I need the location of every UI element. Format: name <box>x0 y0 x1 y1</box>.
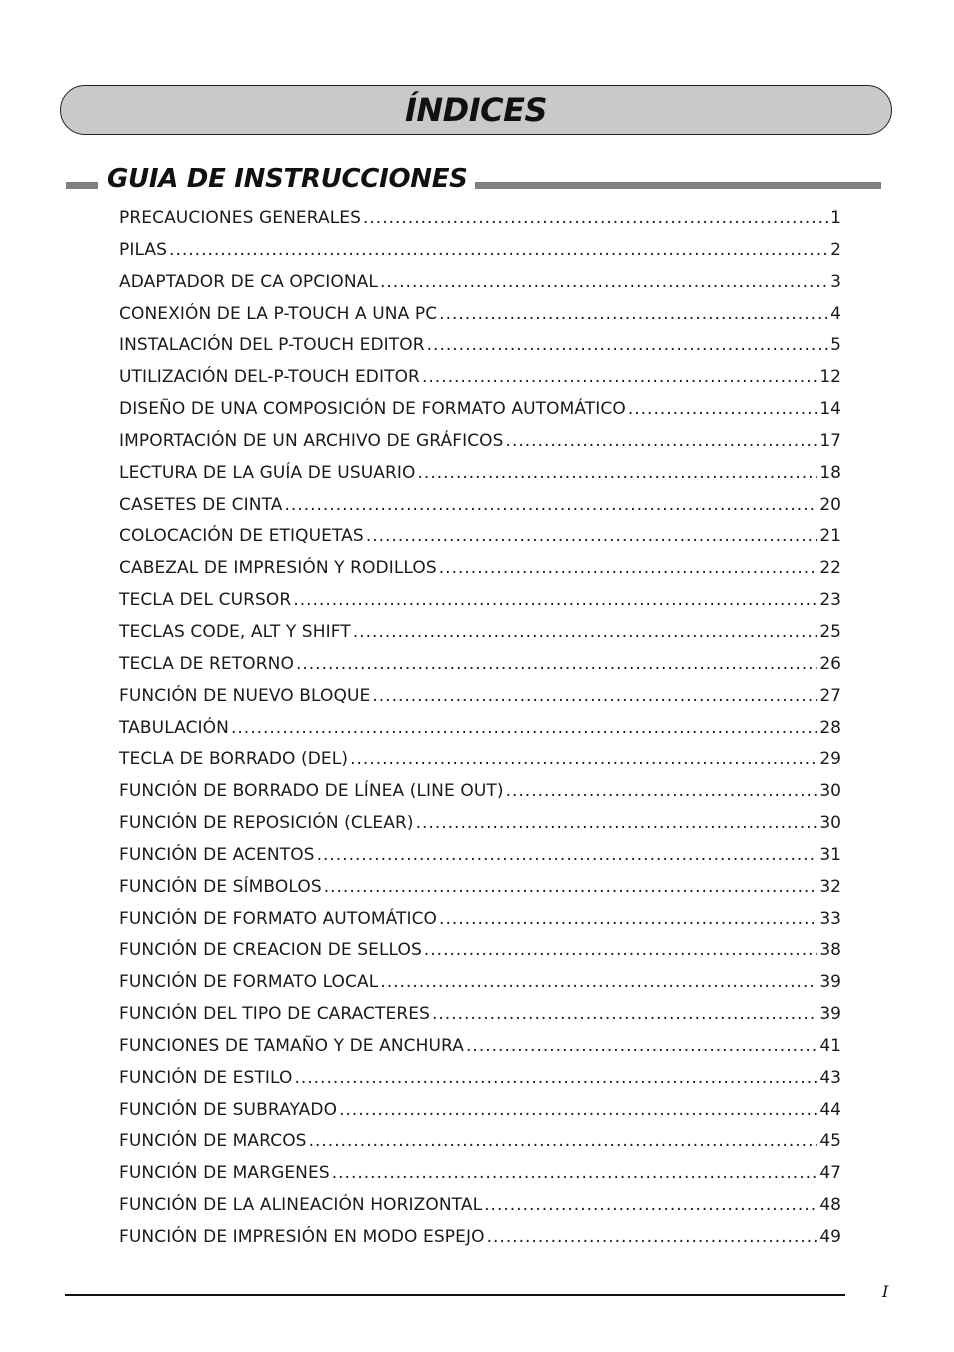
toc-entry[interactable] <box>119 585 841 617</box>
toc-entry[interactable] <box>119 840 841 872</box>
toc-entry-page-number: 48 <box>819 1195 841 1216</box>
toc-entry-leader-dots <box>293 585 817 617</box>
toc-entry[interactable] <box>119 872 841 904</box>
section-bar-left <box>66 182 98 189</box>
toc-entry-leader-dots <box>363 203 828 235</box>
toc-entry-label: FUNCIÓN DE ESTILO <box>119 1067 293 1088</box>
toc-entry-page-number: 21 <box>819 526 841 547</box>
toc-entry-label: FUNCIÓN DE FORMATO LOCAL <box>119 972 379 993</box>
toc-entry-label: CONEXIÓN DE LA P-TOUCH A UNA PC <box>119 303 438 324</box>
toc-entry-page-number: 26 <box>819 653 841 674</box>
toc-entry[interactable] <box>119 808 841 840</box>
toc-entry-leader-dots <box>628 394 818 426</box>
toc-entry-label: FUNCIÓN DE IMPRESIÓN EN MODO ESPEJO <box>119 1227 485 1247</box>
toc-entry-leader-dots <box>317 840 818 872</box>
toc-entry-leader-dots <box>324 872 818 904</box>
toc-entry-label: FUNCIÓN DE SUBRAYADO <box>119 1099 338 1120</box>
toc-entry[interactable] <box>119 490 841 522</box>
toc-entry-leader-dots <box>231 713 817 745</box>
page-title: ÍNDICES <box>404 91 548 129</box>
toc-entry-page-number: 22 <box>819 558 841 579</box>
toc-entry-leader-dots <box>506 776 818 808</box>
toc-entry[interactable] <box>119 1158 841 1190</box>
toc-entry-label: FUNCIONES DE TAMAÑO Y DE ANCHURA <box>119 1035 465 1056</box>
toc-entry[interactable] <box>119 394 841 426</box>
toc-entry-leader-dots <box>380 967 817 999</box>
toc-entry[interactable] <box>119 649 841 681</box>
toc-entry-label: LECTURA DE LA GUÍA DE USUARIO <box>119 462 416 483</box>
toc-entry[interactable] <box>119 330 841 362</box>
toc-entry-page-number: 41 <box>819 1035 841 1056</box>
toc-entry-page-number: 14 <box>819 399 841 420</box>
toc-entry[interactable] <box>119 1126 841 1158</box>
toc-entry-leader-dots <box>380 267 828 299</box>
toc-entry-page-number: 17 <box>819 430 841 451</box>
footer-rule <box>65 1294 845 1296</box>
toc-entry-page-number: 20 <box>819 494 841 515</box>
toc-entry-leader-dots <box>284 490 817 522</box>
toc-entry-label: TABULACIÓN <box>119 717 229 738</box>
toc-entry-leader-dots <box>350 744 817 776</box>
toc-entry-page-number: 30 <box>819 813 841 834</box>
toc-entry[interactable] <box>119 776 841 808</box>
toc-entry-leader-dots <box>427 330 829 362</box>
toc-entry-leader-dots <box>416 808 818 840</box>
toc-entry-leader-dots <box>439 553 818 585</box>
toc-entry-label: TECLA DEL CURSOR <box>119 590 292 611</box>
section-bar-right <box>475 182 881 189</box>
toc-entry[interactable] <box>119 744 841 776</box>
toc-entry-label: PRECAUCIONES GENERALES <box>119 208 361 228</box>
toc-entry-page-number: 45 <box>819 1131 841 1152</box>
toc-entry-leader-dots <box>332 1158 818 1190</box>
toc-entry-leader-dots <box>484 1190 817 1222</box>
toc-entry[interactable] <box>119 521 841 553</box>
toc-entry[interactable] <box>119 935 841 967</box>
section-title: GUIA DE INSTRUCCIONES <box>107 164 468 194</box>
toc-entry-page-number: 18 <box>819 462 841 483</box>
toc-entry-label: FUNCIÓN DE FORMATO AUTOMÁTICO <box>119 908 438 929</box>
toc-entry-page-number: 12 <box>819 367 841 388</box>
toc-entry[interactable] <box>119 681 841 713</box>
toc-entry-page-number: 28 <box>819 717 841 738</box>
toc-entry[interactable] <box>119 967 841 999</box>
toc-entry-leader-dots <box>294 1063 817 1095</box>
toc-entry-leader-dots <box>366 521 818 553</box>
toc-entry-leader-dots <box>353 617 818 649</box>
toc-entry-page-number: 30 <box>819 781 841 802</box>
toc-entry-label: TECLA DE RETORNO <box>119 653 294 674</box>
toc-entry-leader-dots <box>506 426 818 458</box>
title-banner <box>60 85 892 135</box>
section-header <box>66 164 881 204</box>
toc-entry-page-number: 44 <box>819 1099 841 1120</box>
toc-entry-leader-dots <box>309 1126 818 1158</box>
toc-entry-leader-dots <box>418 458 818 490</box>
toc-entry-leader-dots <box>169 235 828 267</box>
toc-entry-label: FUNCIÓN DE BORRADO DE LÍNEA (LINE OUT) <box>119 781 504 802</box>
toc-entry-leader-dots <box>339 1095 817 1127</box>
toc-entry-label: FUNCIÓN DE SÍMBOLOS <box>119 876 322 897</box>
toc-entry-page-number: 23 <box>819 590 841 611</box>
toc-entry-page-number: 5 <box>830 335 841 356</box>
toc-entry-label: UTILIZACIÓN DEL-P-TOUCH EDITOR <box>119 367 420 388</box>
toc-entry-page-number: 33 <box>819 908 841 929</box>
toc-entry[interactable] <box>119 458 841 490</box>
toc-entry-page-number: 31 <box>819 844 841 865</box>
toc-entry-page-number: 3 <box>830 271 841 292</box>
toc-entry-label: INSTALACIÓN DEL P-TOUCH EDITOR <box>119 335 425 356</box>
toc-entry-page-number: 38 <box>819 940 841 961</box>
toc-entry-label: CASETES DE CINTA <box>119 494 283 515</box>
toc-entry-label: FUNCIÓN DE LA ALINEACIÓN HORIZONTAL <box>119 1195 483 1216</box>
toc-entry[interactable] <box>119 1190 841 1222</box>
toc-entry-label: ADAPTADOR DE CA OPCIONAL <box>119 271 378 292</box>
toc-entry-leader-dots <box>422 362 817 394</box>
toc-entry[interactable] <box>119 713 841 745</box>
toc-entry-leader-dots <box>439 904 817 936</box>
toc-entry-page-number: 32 <box>819 876 841 897</box>
toc-entry-label: COLOCACIÓN DE ETIQUETAS <box>119 526 364 547</box>
toc-entry[interactable] <box>119 904 841 936</box>
toc-entry-page-number: 27 <box>819 685 841 706</box>
toc-entry[interactable] <box>119 1031 841 1063</box>
toc-entry[interactable] <box>119 203 841 235</box>
toc-entry-page-number: 43 <box>819 1067 841 1088</box>
toc-entry-label: PILAS <box>119 239 168 260</box>
toc-entry-label: FUNCIÓN DEL TIPO DE CARACTERES <box>119 1004 430 1025</box>
toc-entry-page-number: 47 <box>819 1163 841 1184</box>
toc-entry[interactable] <box>119 235 841 267</box>
toc-entry[interactable] <box>119 267 841 299</box>
toc-entry-leader-dots <box>296 649 817 681</box>
toc-entry-label: CABEZAL DE IMPRESIÓN Y RODILLOS <box>119 558 437 579</box>
toc-entry-page-number: 29 <box>819 749 841 770</box>
toc-entry-label: DISEÑO DE UNA COMPOSICIÓN DE FORMATO AUTOMÁTICO <box>119 399 626 420</box>
toc-entry[interactable] <box>119 1063 841 1095</box>
toc-entry[interactable] <box>119 553 841 585</box>
toc-entry[interactable] <box>119 426 841 458</box>
toc-entry-label: FUNCIÓN DE ACENTOS <box>119 844 315 865</box>
toc-entry-leader-dots <box>439 299 828 331</box>
toc-entry[interactable] <box>119 1222 841 1254</box>
toc-entry-page-number: 1 <box>830 208 841 228</box>
toc-entry-leader-dots <box>466 1031 817 1063</box>
toc-list <box>119 203 841 1254</box>
toc-entry-leader-dots <box>372 681 817 713</box>
toc-entry-leader-dots <box>424 935 817 967</box>
toc-entry-label: FUNCIÓN DE CREACION DE SELLOS <box>119 940 422 961</box>
page-number: I <box>882 1282 889 1301</box>
toc-entry-leader-dots <box>487 1222 818 1254</box>
toc-entry-label: TECLA DE BORRADO (DEL) <box>119 749 349 770</box>
toc-entry[interactable] <box>119 299 841 331</box>
toc-entry-page-number: 39 <box>819 972 841 993</box>
toc-entry-label: FUNCIÓN DE MARGENES <box>119 1163 330 1184</box>
toc-entry-leader-dots <box>432 999 817 1031</box>
toc-entry[interactable] <box>119 617 841 649</box>
toc-entry-label: FUNCIÓN DE REPOSICIÓN (CLEAR) <box>119 813 414 834</box>
toc-entry[interactable] <box>119 999 841 1031</box>
toc-entry-page-number: 4 <box>830 303 841 324</box>
toc-entry-page-number: 39 <box>819 1004 841 1025</box>
toc-entry-label: IMPORTACIÓN DE UN ARCHIVO DE GRÁFICOS <box>119 430 504 451</box>
toc-entry-page-number: 25 <box>819 621 841 642</box>
toc-entry-page-number: 49 <box>819 1227 841 1247</box>
toc-entry-label: TECLAS CODE, ALT Y SHIFT <box>119 621 351 642</box>
toc-entry-label: FUNCIÓN DE MARCOS <box>119 1131 307 1152</box>
toc-entry-page-number: 2 <box>830 239 841 260</box>
toc-entry-label: FUNCIÓN DE NUEVO BLOQUE <box>119 685 371 706</box>
toc-entry[interactable] <box>119 362 841 394</box>
toc-entry[interactable] <box>119 1095 841 1127</box>
